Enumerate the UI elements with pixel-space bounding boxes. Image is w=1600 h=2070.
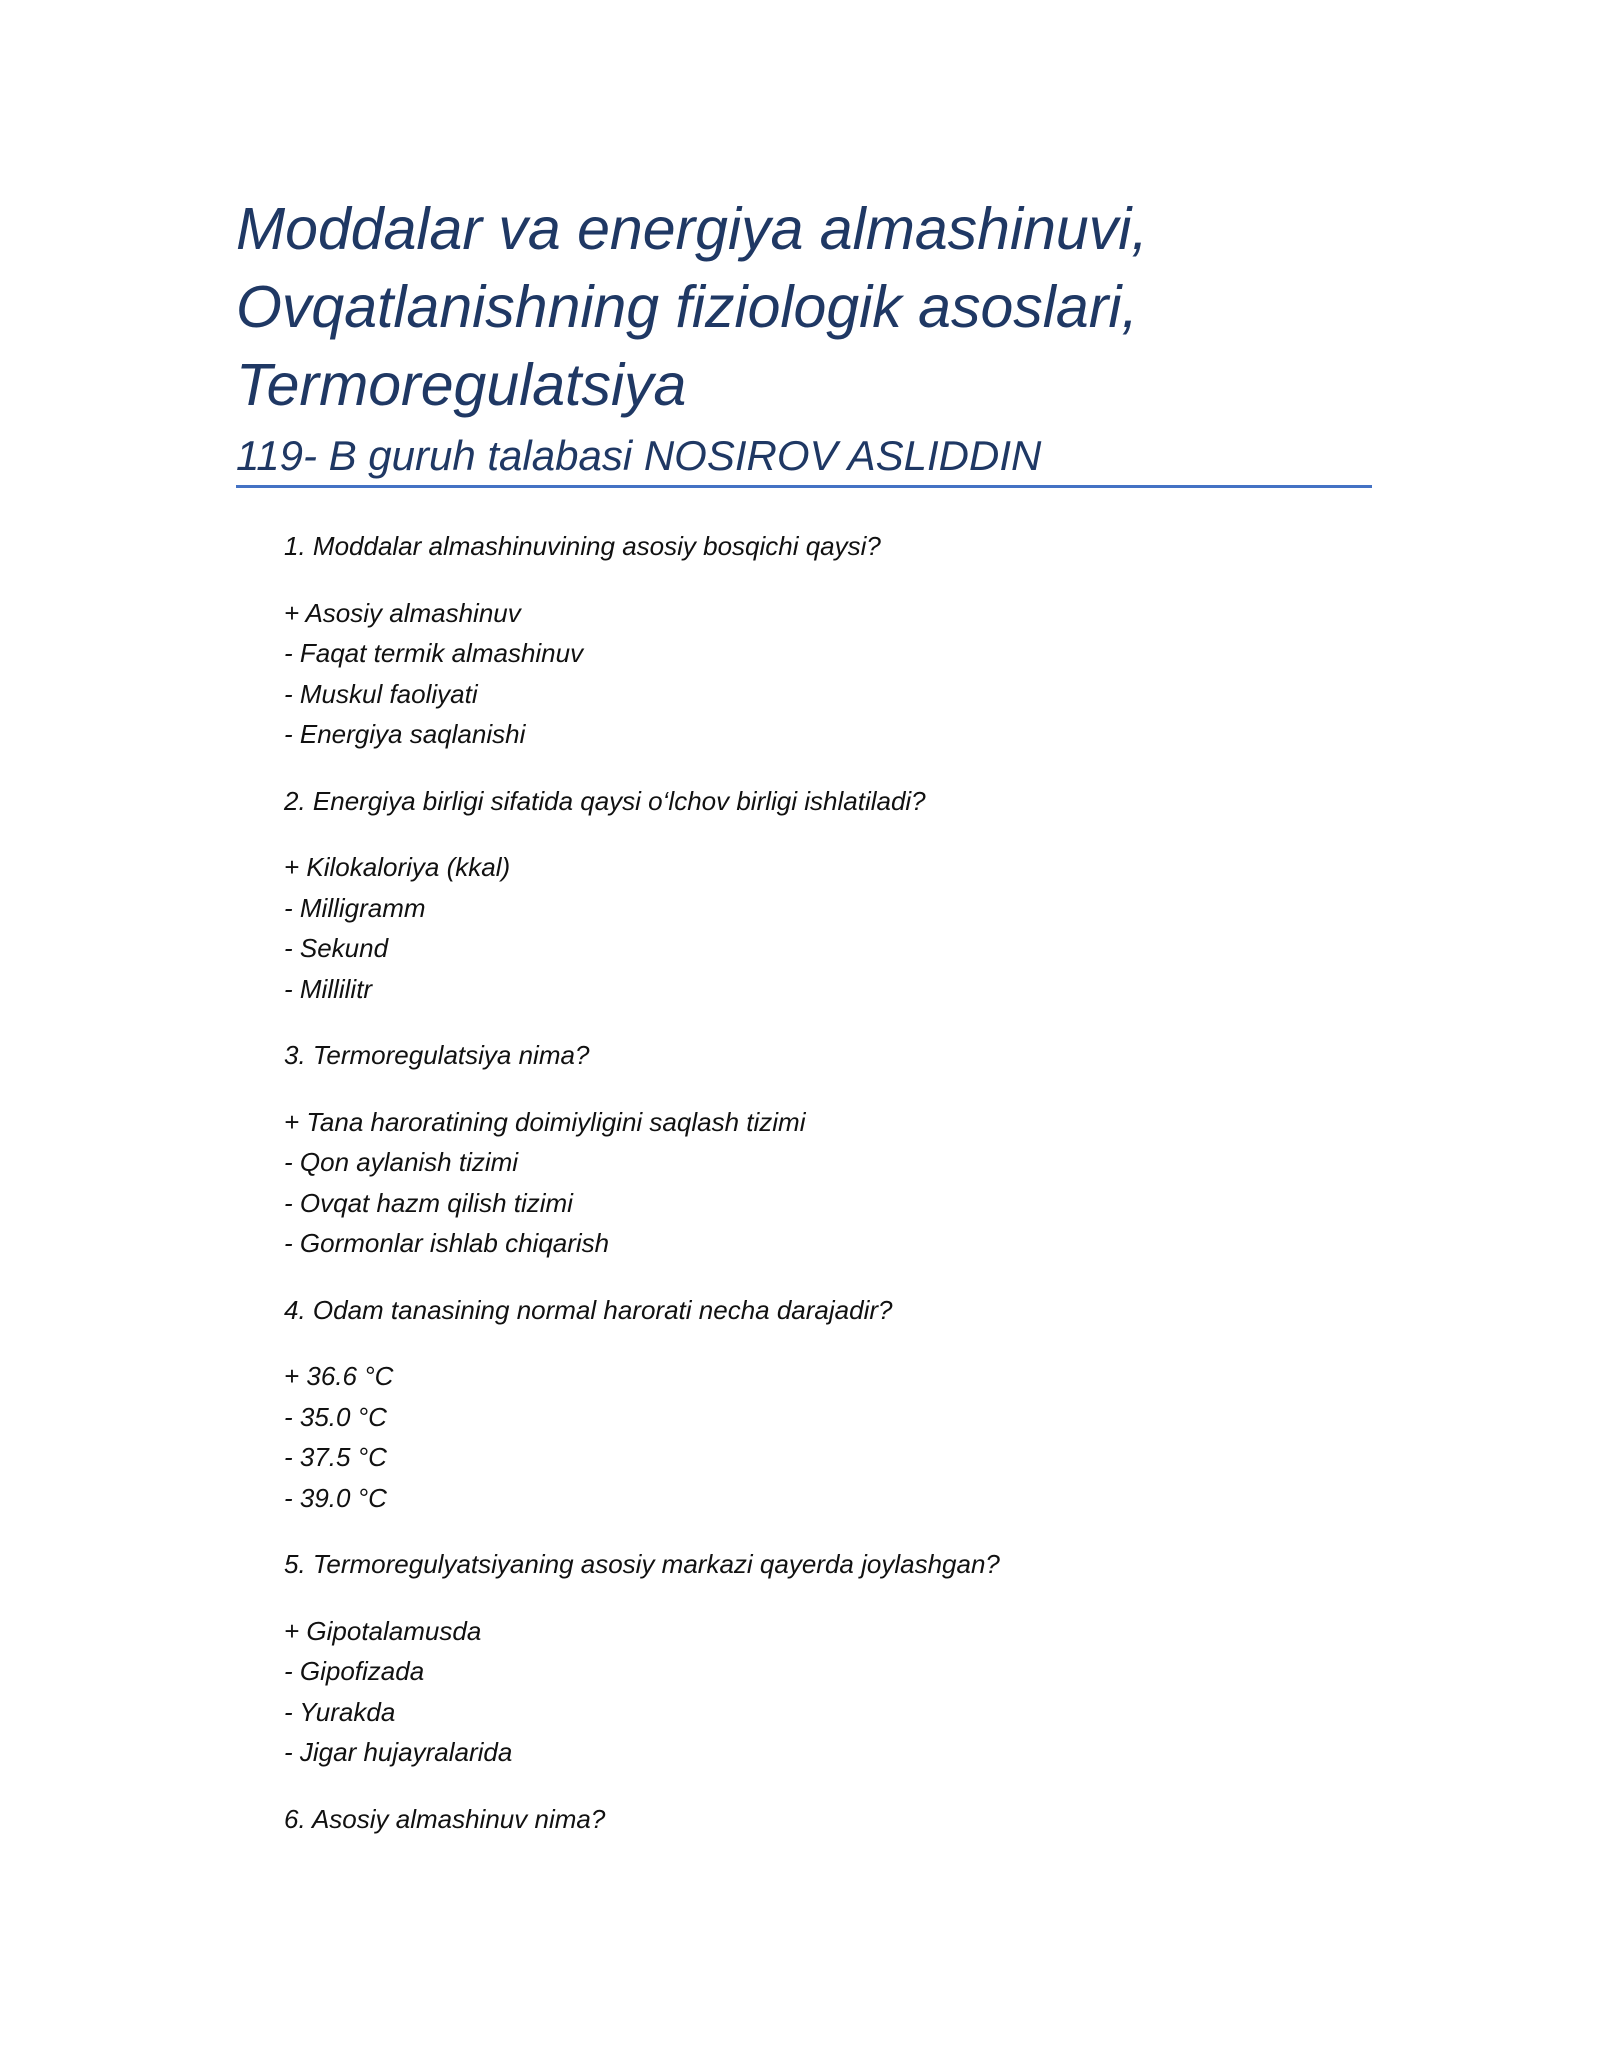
page-title-line-1: Moddalar va energiya almashinuvi,	[236, 196, 1148, 262]
option: - Muskul faoliyati	[284, 678, 478, 709]
question-3: 3. Termoregulatsiya nima?	[284, 1040, 590, 1070]
option: - Yurakda	[284, 1696, 396, 1727]
option-correct: + 36.6 °C	[284, 1361, 394, 1391]
page-title-line-3: Termoregulatsiya	[236, 352, 687, 418]
question-5: 5. Termoregulyatsiyaning asosiy markazi qayerda joylashgan?	[284, 1549, 1000, 1579]
question-list	[284, 526, 1364, 1865]
option: - Sekund	[284, 933, 389, 963]
title-block	[236, 190, 1372, 484]
option-correct: + Kilokaloriya (kkal)	[284, 852, 511, 882]
option: - Qon aylanish tizimi	[284, 1147, 519, 1177]
option: - 35.0 °C	[284, 1401, 387, 1432]
option: - Gormonlar ishlab chiqarish	[284, 1228, 610, 1258]
option: - Gipofizada	[284, 1656, 425, 1686]
question-4: 4. Odam tanasining normal harorati necha darajadir?	[284, 1294, 893, 1325]
option: - 37.5 °C	[284, 1442, 387, 1472]
option: - Faqat termik almashinuv	[284, 638, 584, 668]
question-3-options	[284, 1102, 1364, 1264]
question-2-options	[284, 847, 1364, 1009]
option: - 39.0 °C	[284, 1482, 387, 1513]
title-divider	[236, 485, 1372, 488]
option-correct: + Asosiy almashinuv	[284, 597, 521, 628]
option-correct: + Gipotalamusda	[284, 1615, 482, 1646]
question-2: 2. Energiya birligi sifatida qaysi o‘lchov birligi ishlatiladi?	[284, 785, 926, 816]
option: - Energiya saqlanishi	[284, 719, 526, 749]
question-6: 6. Asosiy almashinuv nima?	[284, 1803, 606, 1834]
question-4-options	[284, 1356, 1364, 1518]
page-title-line-2: Ovqatlanishning fiziologik asoslari,	[236, 274, 1138, 340]
option: - Milligramm	[284, 892, 426, 923]
option-correct: + Tana haroratining doimiyligini saqlash tizimi	[284, 1106, 806, 1137]
option: - Millilitr	[284, 973, 373, 1004]
option: - Jigar hujayralarida	[284, 1737, 513, 1767]
option: - Ovqat hazm qilish tizimi	[284, 1187, 573, 1218]
question-5-options	[284, 1611, 1364, 1773]
question-1-options	[284, 593, 1364, 755]
page-subtitle: 119- B guruh talabasi NOSIROV ASLIDDIN	[236, 432, 1042, 479]
question-1: 1. Moddalar almashinuvining asosiy bosqichi qaysi?	[284, 531, 881, 561]
